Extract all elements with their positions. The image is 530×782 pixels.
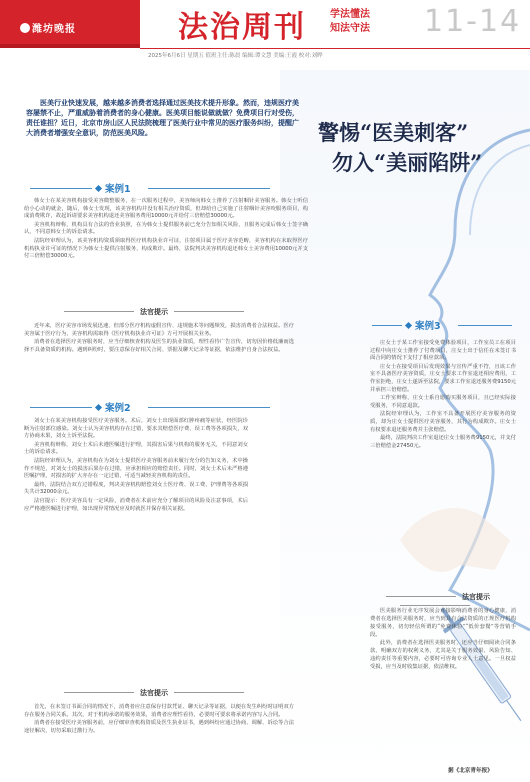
case-3-paragraph: 庄女士在接受项目后发现效果与宣传严重不符，且该工作室不具备医疗美容资质，庄女士要求工作室退还相应费用，工作室拒绝，庄女士遂诉至法院，要求工作室退还服务费9150元并承担三倍赔偿。 (370, 363, 516, 393)
slogan (330, 8, 370, 36)
case-3-label: 案例3 (406, 318, 441, 332)
case-3-paragraph: 最终，法院判决工作室退还庄女士服务费9150元，并支付三倍赔偿金27450元。 (370, 435, 516, 449)
case-3-paragraph: 庄女士于某工作室接受免费体验项目，工作室员工在项目过程中向庄女士推荐了付费项目，庄女士出于信任在未签订书面合同的情况下支付了相应款项。 (370, 340, 516, 362)
case-2-paragraph: 最终，法院结合双方过错程度，判决美容机构赔偿刘女士医疗费、误工费、护理费等各项损失共计32000余元。 (24, 481, 248, 496)
article-source: 据《北京青年报》 (448, 768, 493, 774)
case-3-line-left (372, 325, 402, 326)
case-1-label: 案例1 (96, 181, 131, 195)
article-intro: 医美行业快速发展，越来越多消费者选择通过医美技术提升形象。然而，违规医疗美容屡禁不止，严重威胁着消费者的身心健康。医美项目能说做就做？免费项目行对受伤，责任谁担？近日，北京市房山区人民法院梳理了医美行业中常见的医疗服务纠纷，提醒广大消费者增强安全意识，防范医美风险。 (26, 99, 299, 137)
law-tip-2-paragraph: 消费者在接受医疗美容服务前，应仔细审查机构资质及医生执业证书，遇到纠纷应通过协商、调解、诉讼等合法途径解决，切勿采取过激行为。 (24, 720, 294, 734)
case-2-paragraph: 法官提示：医疗美容具有一定风险，消费者在术前应充分了解项目的风险及注意事项，术后应严格遵医嘱进行护理，如出现异常情况应及时就医并保存相关证据。 (24, 497, 248, 512)
case-2-paragraph: 刘女士在某美容机构接受医疗美容服务。术后，刘女士出现面部红肿疼痛等症状，经医院诊断为注射部位感染。刘女士认为美容机构存在过错，要求其赔偿医疗费、误工费等各项损失，双方协商未果，刘女士诉至法院。 (24, 418, 248, 440)
case-2-body (24, 418, 248, 514)
title-line-1: 警惕“医美刺客” (318, 120, 469, 145)
case-2-line-left (30, 407, 92, 408)
law-tip-3-header: 法官提示 (350, 592, 520, 610)
case-3-header (372, 318, 512, 332)
case-2-paragraph: 美容机构辩称，刘女士术后未遵医嘱进行护理，其损害后果与机构的服务无关，不同意刘女士的诉讼请求。 (24, 441, 248, 456)
law-tip-1-paragraph: 近年来，医疗美容市场发展迅速，但部分医疗机构虚假宣传、违规施术等问题频发，损害消费者合法权益。医疗美容属于医疗行为，美容机构需取得《医疗机构执业许可证》方可开展相关业务。 (24, 323, 294, 337)
law-tip-2-paragraph: 首先，在未签订书面合同的情况下，消费者应注意保存付款凭证、聊天记录等证据，以便在发生纠纷时证明双方存在服务合同关系。其次，对于机构承诺的服务效果，消费者应理性看待，必要时可要求将承诺内容写入合同。 (24, 704, 294, 718)
case-3-line-right (458, 325, 512, 326)
header-divider (140, 48, 530, 49)
header-red-bar (0, 44, 140, 48)
law-tip-3-paragraph: 此外，消费者在选择医美服务时，还应当仔细阅读合同条款，明确双方的权利义务，尤其是关于服务效果、风险告知、违约责任等重要内容，必要时可咨询专业人士意见。一旦权益受损，应当及时收集证据，依法维权。 (370, 640, 516, 670)
slogan-line-2: 知法守法 (330, 23, 370, 34)
law-tip-3-paragraph: 医美服务行业无序发展会直接影响消费者的身心健康，消费者在选择医美服务时，应当到具有合法资质的正规医疗机构接受服务，切勿轻信所谓的“免费体验”“低价套餐”等营销手段。 (370, 608, 516, 638)
case-3-paragraph: 法院经审理认为，工作室不具备开展医疗美容服务的资质，却为庄女士提供医疗美容服务，其行为构成欺诈。庄女士有权要求退还服务费并主张赔偿。 (370, 411, 516, 433)
title-line-2: 勿入“美丽陷阱” (332, 150, 483, 175)
law-tip-2-body (24, 703, 294, 735)
case-2-line-right (148, 407, 270, 408)
case-1-paragraph: 美容机构辩称，机构具有合法的营业执照，在为韩女士提供服务前已充分告知相关风险，且服务完成后韩女士签字确认，不同意韩女士的诉讼请求。 (24, 221, 308, 236)
paper-logo-icon (20, 23, 30, 33)
paper-logo (20, 20, 76, 35)
page-numbers: 11-14 (424, 4, 522, 39)
masthead-title: 法治周刊 (178, 10, 306, 45)
case-3-body (370, 340, 516, 451)
law-tip-1-body (24, 322, 294, 354)
case-1-line-left (30, 188, 92, 189)
case-2-header (30, 400, 270, 414)
paper-name: 潍坊晚报 (32, 24, 76, 35)
case-1-header (30, 181, 270, 195)
law-tip-1-header: 法官提示 (24, 307, 284, 317)
page-header (0, 0, 530, 62)
case-2-label: 案例2 (96, 400, 131, 414)
case-2-paragraph: 法院经审理认为，美容机构在为刘女士提供医疗美容服务前未履行充分的告知义务，术中操作不规范，对刘女士的损害后果存在过错，应承担相应的赔偿责任。同时，刘女士术后未严格遵医嘱护理，对损害的扩大亦存在一定过错，可适当减轻美容机构的责任。 (24, 457, 248, 480)
law-tip-3-body (370, 607, 516, 671)
case-1-line-right (148, 188, 270, 189)
header-meta: 2025年6月6日 星期五 值班主任:陈晨 编辑:谭文慧 美编:王霞 校对:刘晔 (148, 53, 323, 59)
article-title (318, 118, 482, 178)
case-1-paragraph: 法院经审理认为，该美容机构资质须取得医疗机构执业许可证，注射项目属于医疗美容范畴，美容机构在未取得医疗机构执业许可证的情况下为韩女士提供注射服务，构成欺诈。最终，法院判决美容机构退还韩女士美容费用10000元并支付三倍赔偿30000元。 (24, 237, 308, 260)
slogan-line-1: 学法懂法 (330, 9, 370, 20)
case-3-paragraph: 工作室辩称，庄女士系自愿购买服务项目，且已经实际接受服务，不同意退款。 (370, 395, 516, 409)
law-tip-1-paragraph: 消费者在选择医疗美容服务时，应当仔细核查机构及医生的执业资质，理性看待广告宣传，切勿因价格低廉而选择不具备资质的机构。遇到纠纷时，要注意保存好相关合同、票据及聊天记录等证据，依法维护自身合法权益。 (24, 339, 294, 353)
case-1-body (24, 198, 308, 262)
law-tip-2-header: 法官提示 (24, 688, 284, 698)
case-1-paragraph: 韩女士在某美容机构接受美容微整服务，在一次服务过程中，美容师向韩女士推荐了注射咽针美容服务。韩女士听信给小心动的就金，随后，韩女士发现，该美容机构并没有相关治疗资质，但却给自己实施了注射咽针美容咬服务项目，构成消费欺诈，故起诉请要求美容机构退还美容服务费用10000元并给付三倍赔偿30000元。 (24, 198, 308, 220)
